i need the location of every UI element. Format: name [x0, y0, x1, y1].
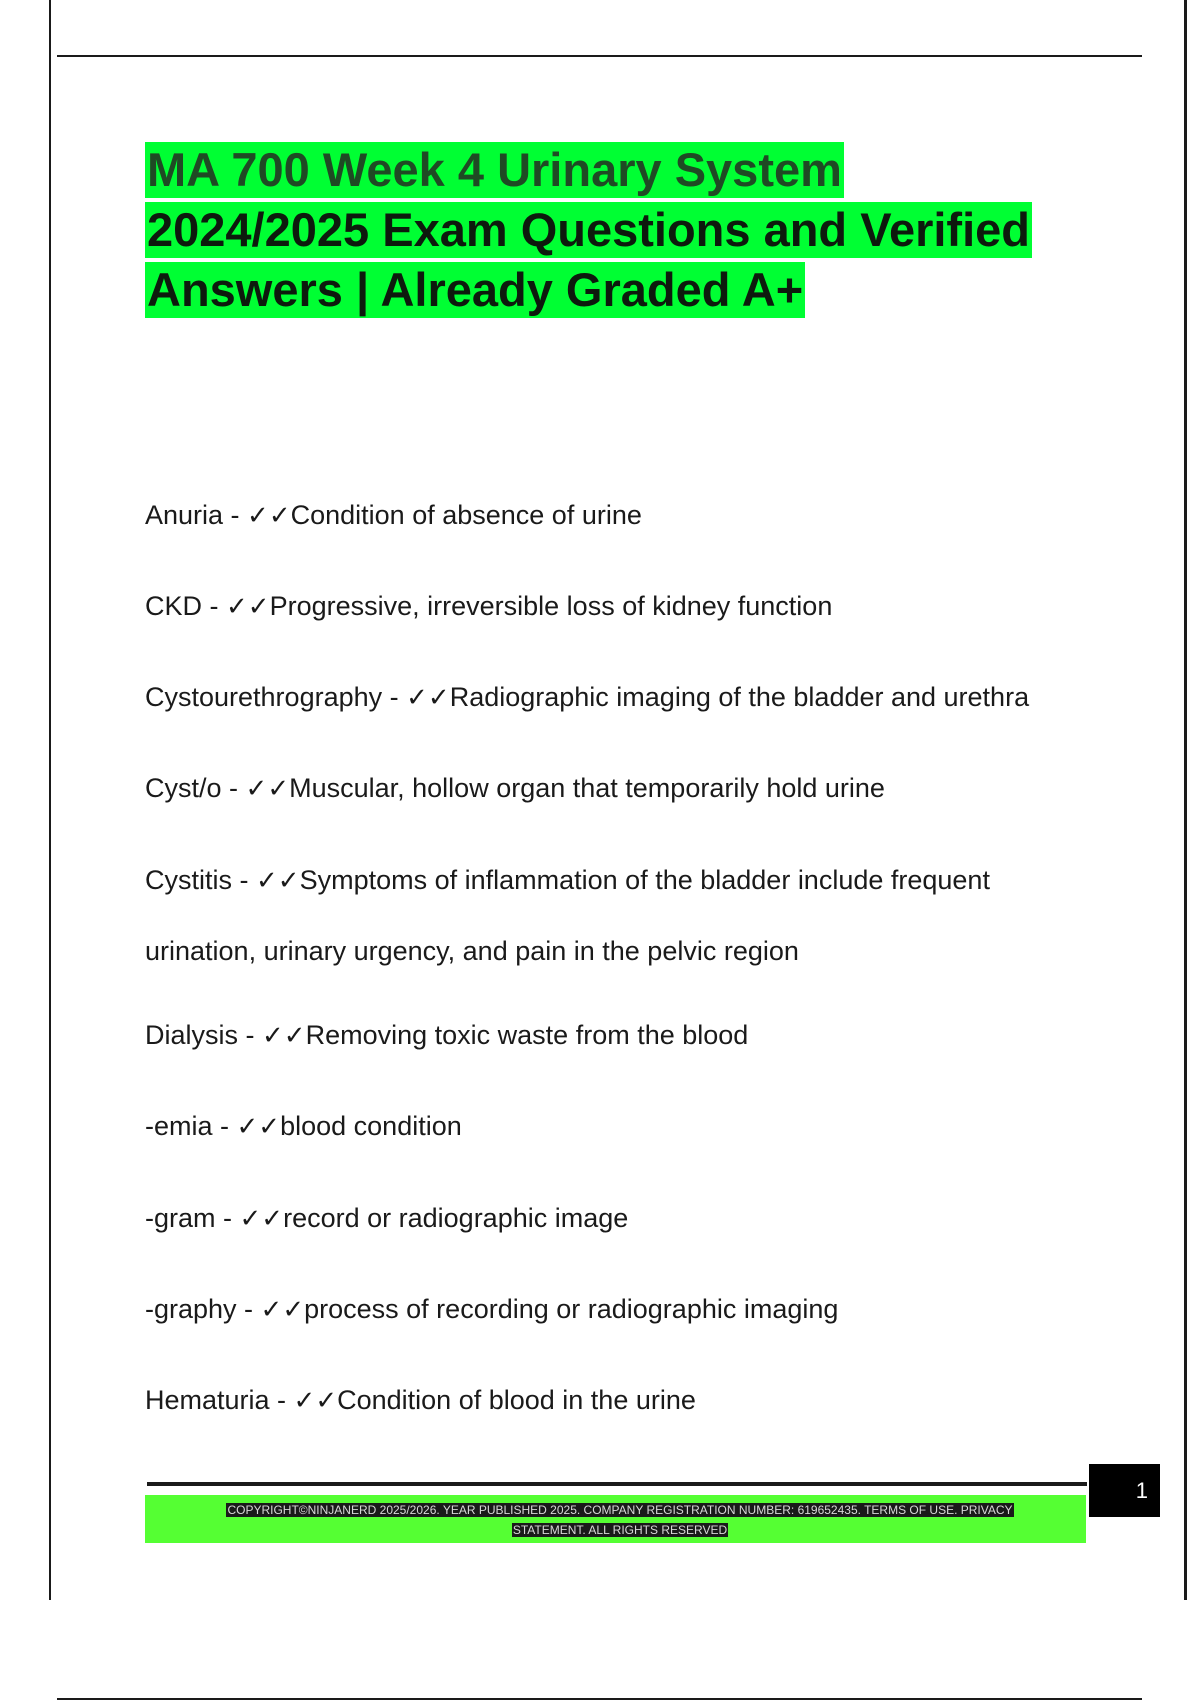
entry-definition: Progressive, irreversible loss of kidney function [269, 591, 833, 621]
entry-term: Dialysis [145, 1020, 239, 1050]
page-number: 1 [1089, 1464, 1160, 1517]
double-check-icon: ✓✓ [247, 501, 291, 531]
entry-separator: - [382, 682, 407, 712]
entry-separator: - [215, 1203, 240, 1233]
entry-separator: - [221, 773, 246, 803]
entry-term: Anuria [145, 500, 224, 530]
page-left-border [49, 0, 51, 1600]
entry-separator: - [202, 591, 227, 621]
double-check-icon: ✓✓ [262, 1021, 306, 1051]
glossary-entry [145, 1365, 696, 1436]
double-check-icon: ✓✓ [236, 1112, 281, 1142]
entry-definition: Condition of absence of urine [290, 500, 642, 530]
entry-separator: - [232, 865, 256, 895]
entry-definition: Muscular, hollow organ that temporarily hold urine [289, 773, 885, 803]
entry-definition: record or radiographic image [283, 1203, 629, 1233]
entry-definition: Condition of blood in the urine [337, 1385, 696, 1415]
glossary-entry [145, 1183, 628, 1254]
entry-separator: - [223, 500, 248, 530]
entry-definition-continuation: urination, urinary urgency, and pain in the pelvic region [145, 936, 799, 966]
document-title [145, 142, 1095, 322]
glossary-entry [145, 753, 885, 824]
glossary-entry [145, 845, 990, 916]
entry-separator: - [238, 1020, 263, 1050]
double-check-icon: ✓✓ [226, 592, 270, 622]
entry-term: Hematuria [145, 1385, 270, 1415]
title-line-3: Answers | Already Graded A+ [147, 263, 804, 316]
double-check-icon: ✓✓ [239, 1204, 284, 1234]
top-rule [57, 55, 1142, 57]
double-check-icon: ✓✓ [260, 1295, 305, 1325]
entry-separator: - [236, 1294, 261, 1324]
copyright-line-1: COPYRIGHT©NINJANERD 2025/2026. YEAR PUBLISHED 2025. COMPANY REGISTRATION NUMBER: 619652435. TERMS OF USE. PRIVACY [227, 1503, 1013, 1517]
entry-term: -gram [145, 1203, 216, 1233]
title-line-1: MA 700 Week 4 Urinary System [147, 143, 842, 196]
entry-term: -emia [145, 1111, 213, 1141]
glossary-entry [145, 662, 1029, 733]
entry-definition: blood condition [280, 1111, 462, 1141]
copyright-notice [160, 1500, 1080, 1540]
entry-separator: - [269, 1385, 294, 1415]
entry-definition: Symptoms of inflammation of the bladder include frequent [299, 865, 990, 895]
entry-term: -graphy [145, 1294, 237, 1324]
glossary-entry [145, 1274, 838, 1345]
entry-term: Cyst/o [145, 773, 222, 803]
entry-term: Cystourethrography [145, 682, 383, 712]
double-check-icon: ✓✓ [256, 866, 300, 896]
entry-term: Cystitis [145, 865, 232, 895]
copyright-line-2: STATEMENT. ALL RIGHTS RESERVED [512, 1523, 728, 1537]
entry-term: CKD [145, 591, 203, 621]
double-check-icon: ✓✓ [293, 1386, 338, 1416]
page-right-border [1184, 0, 1187, 1600]
glossary-entry [145, 1091, 462, 1162]
footer-rule [147, 1482, 1087, 1486]
double-check-icon: ✓✓ [245, 774, 290, 804]
entry-definition: Radiographic imaging of the bladder and urethra [449, 682, 1030, 712]
entry-separator: - [212, 1111, 237, 1141]
glossary-entry [145, 1000, 748, 1071]
entry-definition: Removing toxic waste from the blood [305, 1020, 749, 1050]
title-line-2: 2024/2025 Exam Questions and Verified [147, 203, 1030, 256]
glossary-entry [145, 571, 832, 642]
double-check-icon: ✓✓ [406, 683, 450, 713]
glossary-entry [145, 480, 642, 551]
glossary-entry-continuation [145, 916, 799, 986]
entry-definition: process of recording or radiographic imaging [304, 1294, 839, 1324]
